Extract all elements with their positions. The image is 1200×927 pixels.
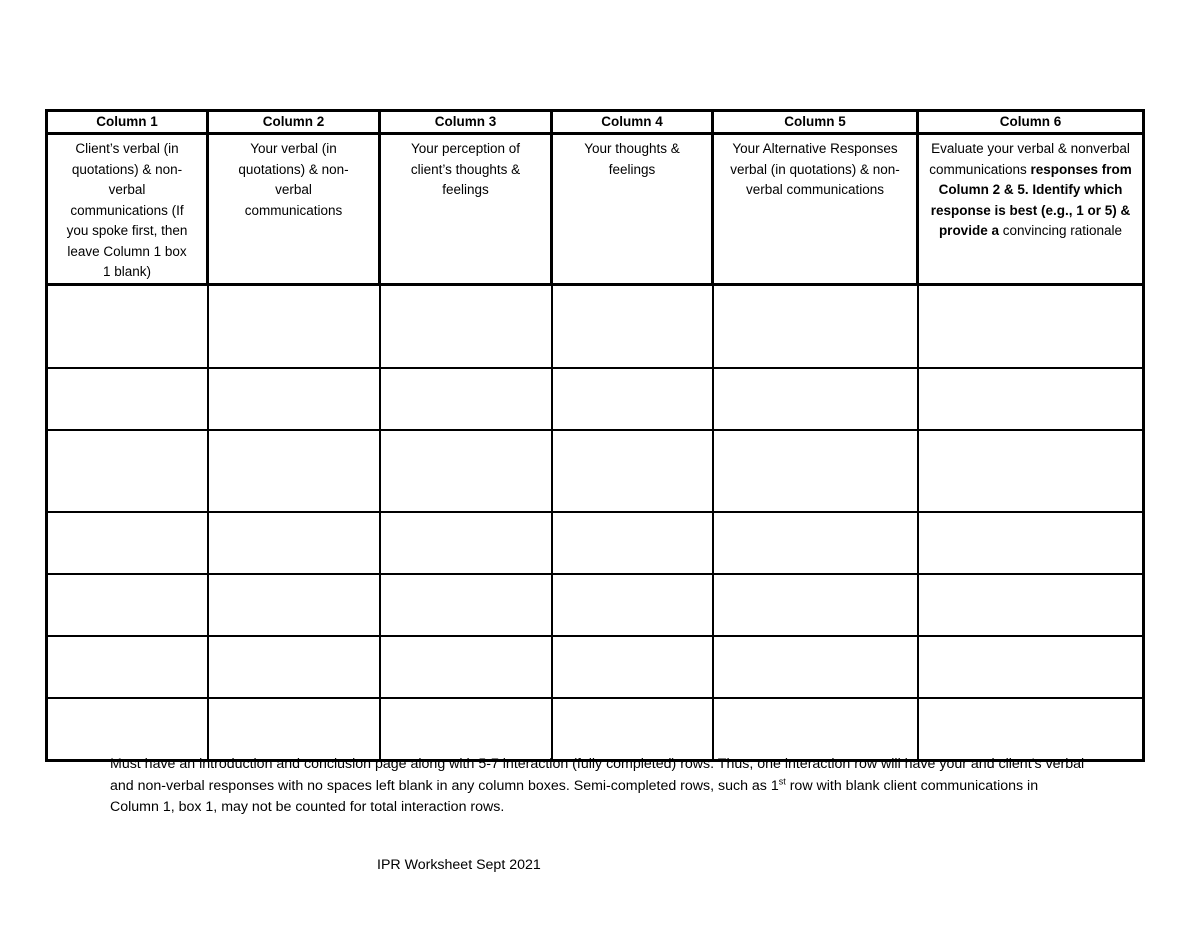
interaction-cell[interactable]	[47, 574, 208, 636]
column-6-description-plain: Evaluate your verbal & nonverbal communications	[929, 141, 1130, 177]
interaction-cell[interactable]	[47, 368, 208, 430]
interaction-cell[interactable]	[380, 284, 552, 368]
interaction-cell[interactable]	[208, 512, 380, 574]
interaction-cell[interactable]	[380, 574, 552, 636]
interaction-cell[interactable]	[918, 368, 1144, 430]
column-4-description-text: Your thoughts & feelings	[584, 141, 680, 177]
instructions-part-2: row with blank client communications in Column 1, box 1, may not be counted for total interaction rows.	[110, 777, 1039, 815]
interaction-cell[interactable]	[713, 698, 918, 761]
column-6-label: Column 6	[918, 111, 1144, 134]
interaction-cell[interactable]	[713, 368, 918, 430]
instructions-note	[110, 754, 1090, 819]
interaction-cell[interactable]	[713, 430, 918, 512]
interaction-cell[interactable]	[713, 636, 918, 698]
page-footer: IPR Worksheet Sept 2021	[377, 857, 541, 873]
interaction-cell[interactable]	[208, 698, 380, 761]
interaction-cell[interactable]	[918, 698, 1144, 761]
interaction-cell[interactable]	[713, 574, 918, 636]
interaction-cell[interactable]	[47, 512, 208, 574]
column-label-row	[47, 111, 1144, 134]
interaction-cell[interactable]	[713, 284, 918, 368]
interaction-cell[interactable]	[713, 512, 918, 574]
interaction-cell[interactable]	[918, 430, 1144, 512]
column-5-label: Column 5	[713, 111, 918, 134]
instructions-part-1: Must have an introduction and conclusion page along with 5-7 interaction (fully completed) rows. Thus, one interaction row will have your and client’s verbal and non-verbal responses with no spaces left blank in any column boxes. Semi-completed rows, such as 1	[110, 756, 1085, 794]
column-6-description-tail: convincing rationale	[1002, 223, 1123, 238]
interaction-cell[interactable]	[47, 636, 208, 698]
interaction-row	[47, 574, 1144, 636]
interaction-cell[interactable]	[918, 574, 1144, 636]
interaction-cell[interactable]	[380, 368, 552, 430]
interaction-cell[interactable]	[47, 698, 208, 761]
column-5-description	[713, 134, 918, 285]
interaction-cell[interactable]	[208, 284, 380, 368]
instructions-superscript: st	[778, 775, 786, 786]
interaction-cell[interactable]	[552, 512, 713, 574]
interaction-cell[interactable]	[380, 430, 552, 512]
interaction-cell[interactable]	[380, 698, 552, 761]
interaction-row	[47, 284, 1144, 368]
ipr-worksheet-table	[45, 109, 1145, 762]
interaction-row	[47, 430, 1144, 512]
column-description-row	[47, 134, 1144, 285]
column-2-description	[208, 134, 380, 285]
interaction-cell[interactable]	[552, 284, 713, 368]
interaction-cell[interactable]	[552, 636, 713, 698]
interaction-cell[interactable]	[208, 636, 380, 698]
column-1-description	[47, 134, 208, 285]
column-4-label: Column 4	[552, 111, 713, 134]
column-6-description-bold: responses from Column 2 & 5. Identify which response is best (e.g., 1 or 5) & provide a	[930, 161, 1132, 238]
interaction-cell[interactable]	[380, 636, 552, 698]
interaction-cell[interactable]	[47, 430, 208, 512]
column-4-description	[552, 134, 713, 285]
interaction-cell[interactable]	[47, 284, 208, 368]
interaction-cell[interactable]	[552, 574, 713, 636]
interaction-row	[47, 368, 1144, 430]
interaction-cell[interactable]	[552, 430, 713, 512]
interaction-cell[interactable]	[918, 512, 1144, 574]
column-1-description-text: Client’s verbal (in quotations) & non-verbal communications (If you spoke first, then leave Column 1 box 1 blank)	[66, 141, 188, 279]
interaction-cell[interactable]	[208, 430, 380, 512]
column-2-description-text: Your verbal (in quotations) & non-verbal communications	[238, 141, 349, 218]
column-6-description	[918, 134, 1144, 285]
interaction-row	[47, 636, 1144, 698]
interaction-cell[interactable]	[380, 512, 552, 574]
interaction-row	[47, 698, 1144, 761]
column-5-description-text: Your Alternative Responses verbal (in quotations) & non-verbal communications	[730, 141, 900, 197]
interaction-cell[interactable]	[552, 368, 713, 430]
column-3-description	[380, 134, 552, 285]
interaction-cell[interactable]	[918, 636, 1144, 698]
interaction-cell[interactable]	[552, 698, 713, 761]
interaction-cell[interactable]	[208, 574, 380, 636]
column-1-label: Column 1	[47, 111, 208, 134]
interaction-cell[interactable]	[208, 368, 380, 430]
interaction-cell[interactable]	[918, 284, 1144, 368]
column-2-label: Column 2	[208, 111, 380, 134]
column-3-description-text: Your perception of client’s thoughts & feelings	[410, 141, 521, 197]
interaction-row	[47, 512, 1144, 574]
column-3-label: Column 3	[380, 111, 552, 134]
